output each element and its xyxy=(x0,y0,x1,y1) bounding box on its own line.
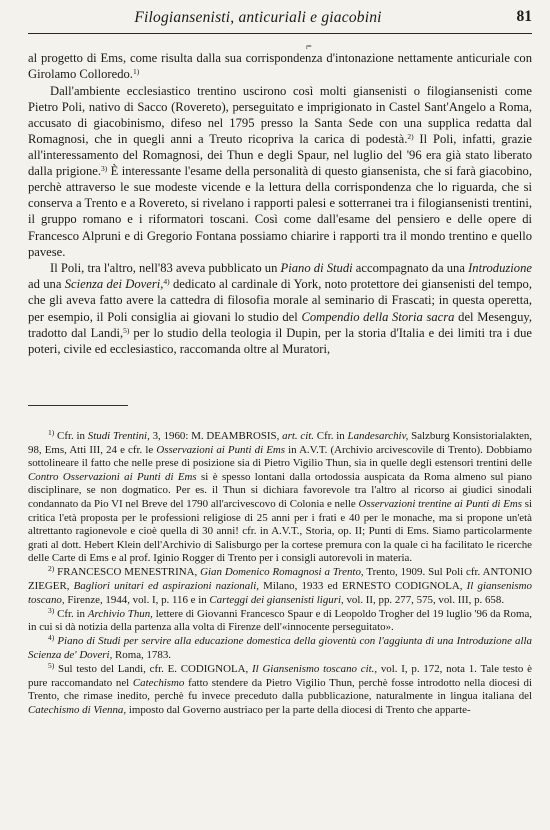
footnotes xyxy=(28,430,532,717)
text-run: È interessante l'esame della personalità di questo giansenista, che si farà giacobino, perchè attraverso le sue modeste vicende e la lettura della corrispondenza che lo riguarda, che si conserva a Trento e a Rovereto, si rivelano i rapporti palesi e sotterranei tra i filogiansenisti trentini, il gruppo romano e i riformatori toscani. Così come dall'esame del pensiero e delle opere di Francesco Alpruni e di Gregorio Fontana possiamo chiarire i rapporti tra il mondo trentino e quello pavese. xyxy=(28,164,532,259)
footnote xyxy=(28,635,532,662)
italic-run: Studi Trentini, xyxy=(87,430,150,442)
text-run: fatto stendere da Pietro Vigilio Thun, perchè fosse introdotto nella diocesi di Trento, che rimase inedito, perchè fu invece preceduto dalla pubblicazione, naturalmente in lingua italiana del xyxy=(28,676,532,703)
text-run: 3, 1960: M. DEAMBROSIS, xyxy=(149,430,283,442)
text-run: Cfr. in xyxy=(54,430,88,442)
text-run: Roma, 1783. xyxy=(112,649,171,661)
footnote-number: 5) xyxy=(48,661,55,671)
running-header xyxy=(28,7,532,34)
italic-run: Gian Domenico Romagnosi a Trento, xyxy=(200,566,364,579)
text-run: dedicato al cardinale di York, noto protettore dei giansenisti del tempo, che gli aveva fatto avere la cattedra di filosofia morale al seminario di Frascati; in questa operetta, per esempio, il Poli consiglia ai giovani lo studio del xyxy=(28,277,532,324)
italic-run: Catechismo di Vienna, xyxy=(28,703,127,716)
note-ref: 4) xyxy=(163,277,170,287)
footnote-number: 3) xyxy=(48,605,55,615)
note-ref: 5) xyxy=(123,325,130,335)
note-ref: 2) xyxy=(407,131,414,141)
footnote-divider xyxy=(28,405,128,406)
italic-run: Piano di Studi xyxy=(280,261,353,276)
running-title: Filogiansenisti, anticuriali e giacobini xyxy=(134,9,382,26)
text-run: al progetto di Ems, come risulta dalla sua corrispondenza d'intonazione nettamente anticuriale con Girolamo Colloredo. xyxy=(28,51,532,82)
page-number: 81 xyxy=(516,8,532,25)
italic-run: art. cit. xyxy=(282,430,314,442)
footnote xyxy=(28,566,532,607)
text-run: ad una xyxy=(28,277,65,292)
paragraph xyxy=(28,260,532,357)
text-run: del Mesenguy, tradotto dal Landi, xyxy=(28,309,532,340)
text-run: imposto dal Governo austriaco per la parte della diocesi di Trento che apparte- xyxy=(126,703,471,716)
footnote-number: 1) xyxy=(48,428,55,437)
text-run: Cfr. in xyxy=(314,430,348,442)
note-ref: 1) xyxy=(132,67,140,77)
italic-run: Introduzione xyxy=(468,261,532,276)
italic-run: Contro Osservazioni ai Punti di Ems xyxy=(28,470,197,483)
italic-run: Landesarchiv, xyxy=(347,430,409,442)
text-run: Firenze, 1944, vol. I, p. 116 e in xyxy=(64,593,210,606)
text-run: lettere di Giovanni Francesco Spaur e di Leopoldo Trogher del 19 luglio '96 da Roma, in cui si dà notizia della partenza alla volta di Firenze dell'«innocente perseguitato». xyxy=(28,607,533,634)
text-run: Il Poli, infatti, grazie all'interessamento del Romagnosi, dei Thun e degli Spaur, nel luglio del '96 era già stato liberato dalla prigione. xyxy=(28,131,532,179)
italic-run: Carteggi dei giansenisti liguri, xyxy=(209,593,344,606)
italic-run: Scienza dei Doveri, xyxy=(64,277,164,292)
paragraph xyxy=(28,83,532,260)
text-run: vol. II, pp. 277, 575, vol. III, p. 658. xyxy=(343,593,505,606)
margin-mark: ᵢ₌ xyxy=(306,40,311,51)
text-run: Dall'ambiente ecclesiastico trentino uscirono così molti giansenisti o filogiansenisti come Pietro Poli, nativo di Sacco (Rovereto), perseguitato e imprigionato in Castel Sant'Angelo a Roma, accusato di giacobinismo, difeso nel 1795 presso la Santa Sede con una supplica redatta dal Romagnosi, che in quegli anni a Treuto ricopriva la carica di podestà. xyxy=(28,83,532,146)
paragraph xyxy=(28,50,532,82)
italic-run: Osservazioni ai Punti di Ems xyxy=(156,443,285,456)
text-run: Il Poli, tra l'altro, nell'83 aveva pubblicato un xyxy=(50,261,281,276)
text-run: FRANCESCO MENESTRINA, xyxy=(54,566,201,579)
italic-run: Catechismo xyxy=(132,676,185,689)
text-run: Salzburg Konsistorialakten, 98, Ems, Atti III, 24 e cfr. le xyxy=(28,430,533,456)
text-run: si è spesso lontani dalla ortodossia auspicata da Roma almeno sul piano disciplinare, se non dogmatico. Per es. il Thun si dichiara favorevole tra l'altro al ricorso ai giudici sinodali condannato da Pio VI nel Breve del 1790 all'arcivescovo di Colonia e nelle xyxy=(28,470,532,510)
text-run: per lo studio della teologia il Dupin, per la storia d'Italia e dei limiti tra i due poteri, civile ed ecclesiastico, raccomanda oltre al Muratori, xyxy=(28,325,532,356)
text-run: Cfr. in xyxy=(54,607,88,620)
footnote-number: 2) xyxy=(48,564,55,574)
text-run: Trento, 1909. Sul Poli cfr. ANTONIO ZIEGER, xyxy=(28,566,533,593)
text-run: in A.V.T. (Archivio arcivescovile di Trento). Dobbiamo sottolineare il fatto che nelle prese di posizione sia di Pietro Vigilio Thun, sia in quelle degli estensori trentini delle xyxy=(28,443,532,470)
italic-run: Bagliori unitari ed aspirazioni nazionali, xyxy=(73,580,259,593)
footnote xyxy=(28,430,532,566)
text-run: vol. I, p. 172, nota 1. Tale testo è pure raccomandato nel xyxy=(28,663,532,689)
main-text xyxy=(28,50,532,357)
italic-run: Osservazioni trentine ai Punti di Ems xyxy=(358,497,522,510)
text-run: accompagnato da una xyxy=(352,261,469,276)
text-run: Milano, 1933 ed ERNESTO CODIGNOLA, xyxy=(258,580,467,593)
note-ref: 3) xyxy=(100,164,108,174)
footnote xyxy=(28,605,533,635)
italic-run: Il Giansenismo toscano cit., xyxy=(252,663,378,676)
footnote-number: 4) xyxy=(48,633,55,643)
italic-run: Archivio Thun, xyxy=(87,607,153,620)
footnote xyxy=(28,663,532,717)
italic-run: Compendio della Storia sacra xyxy=(301,309,455,324)
italic-run: Piano di Studi per servire alla educazione domestica della gioventù con l'aggiunta di una Introduzione alla Scienza de' Doveri, xyxy=(28,635,532,661)
text-run: si critica l'età proposta per le professioni religiose di 25 anni per i frati e 40 per le monache, ma si propone un'età altrettanto ragionevole e cioè quella di 30 anni! cfr. in A.V.T., Storia, op. II; Punti di Ems. Siamo particolarmente grati al dott. Hebert Klein dell'Archivio di Salisburgo per la cortese premura con la quale ci ha facilitato le ricerche delle Carte di Ems e al prof. Iginio Rogger di Trento per i consigli autorevoli in materia. xyxy=(28,497,532,565)
text-run: Sul testo del Landi, cfr. E. CODIGNOLA, xyxy=(54,663,253,676)
italic-run: Il giansenismo toscano, xyxy=(28,580,532,606)
